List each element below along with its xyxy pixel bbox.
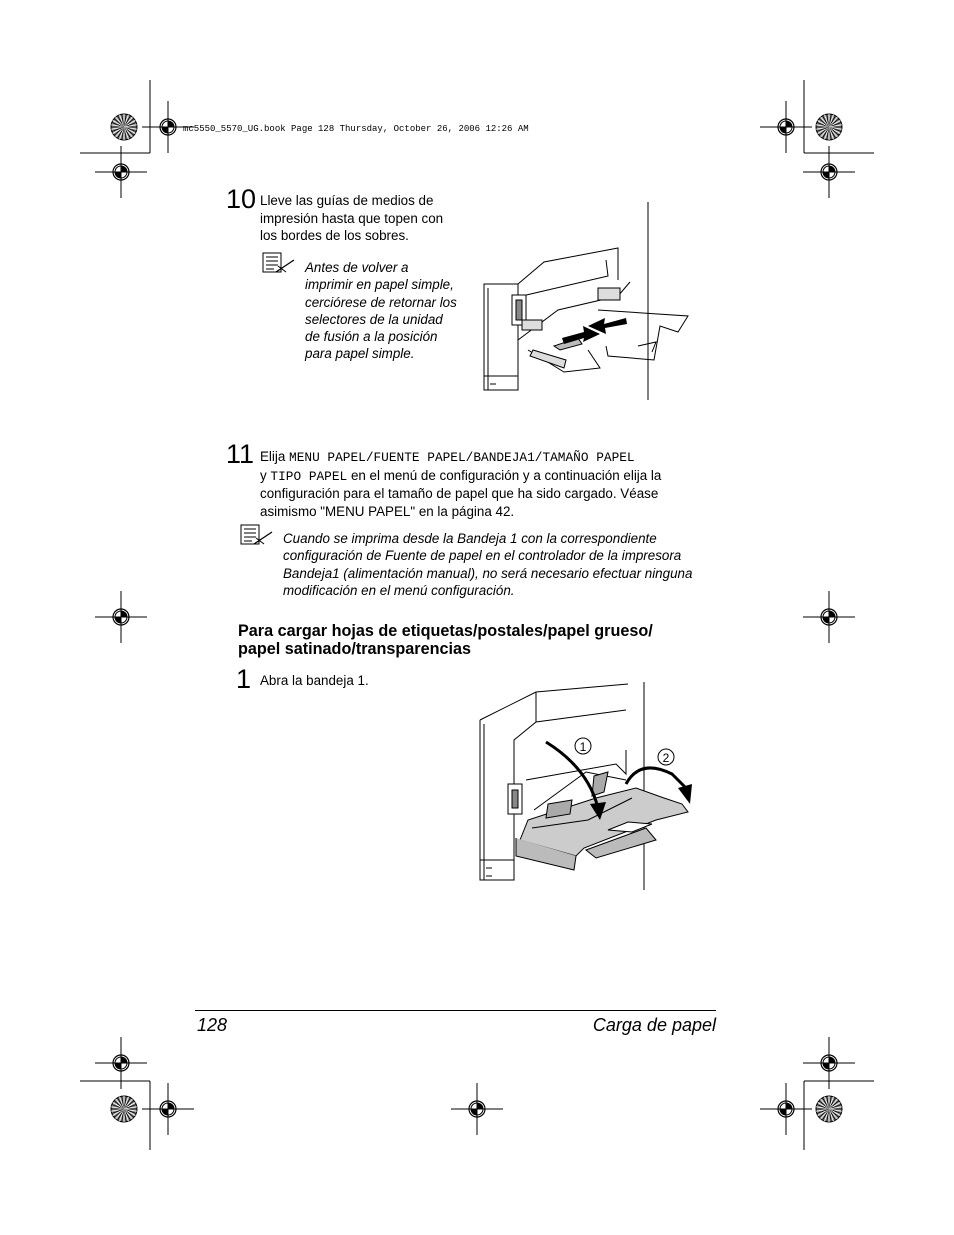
step10-line: impresión hasta que topen con xyxy=(260,210,444,226)
section-heading-line: papel satinado/transparencias xyxy=(238,640,472,658)
open-tray-illustration xyxy=(476,680,696,890)
step-number-10: 10 xyxy=(226,184,257,214)
note-line: cerciórese de retornar los xyxy=(305,294,457,310)
menu-path-code: MENU PAPEL/FUENTE PAPEL/BANDEJA1/TAMAÑO PAPEL xyxy=(289,450,635,465)
note-line: selectores de la unidad xyxy=(305,311,443,327)
note-icon xyxy=(240,524,274,546)
step-number-11: 11 xyxy=(226,439,255,469)
registration-starburst xyxy=(816,114,842,140)
section-heading-line: Para cargar hojas de etiquetas/postales/papel grueso/ xyxy=(238,622,653,640)
printer-envelope-illustration xyxy=(478,200,698,400)
step10-line: los bordes de los sobres. xyxy=(260,228,409,243)
step11-prefix: Elija xyxy=(260,449,290,464)
chapter-title: Carga de papel xyxy=(592,1015,716,1035)
step10-note xyxy=(305,259,457,363)
step11-text xyxy=(260,448,720,520)
step11-line-4: asimismo "MENU PAPEL" en la página 42. xyxy=(260,503,515,519)
step11-prefix: y xyxy=(260,467,271,483)
step11-suffix: en el menú de configuración y a continuación elija la xyxy=(347,467,662,483)
registration-target xyxy=(803,146,855,198)
step1-text: Abra la bandeja 1. xyxy=(260,673,369,688)
note-line: Antes de volver a xyxy=(305,260,409,275)
registration-starburst xyxy=(111,114,137,140)
step10-line: Lleve las guías de medios de xyxy=(260,193,434,208)
step-number-1: 1 xyxy=(236,664,252,694)
tipo-papel-code: TIPO PAPEL xyxy=(270,468,348,484)
note-line: Bandeja1 (alimentación manual), no será necesario efectuar ninguna xyxy=(283,565,693,581)
step11-line-2 xyxy=(260,467,720,486)
note-line: modificación en el menú configuración. xyxy=(283,582,515,598)
step10-text xyxy=(260,192,443,245)
callout-2: 2 xyxy=(662,751,670,765)
section-heading xyxy=(238,622,653,658)
callout-1: 1 xyxy=(579,740,587,754)
note-line: configuración de Fuente de papel en el controlador de la impresora xyxy=(283,548,682,564)
registration-target xyxy=(95,146,147,198)
registration-starburst xyxy=(111,1096,137,1122)
page-number: 128 xyxy=(197,1015,228,1035)
registration-starburst xyxy=(816,1096,842,1122)
registration-target xyxy=(95,591,147,643)
step11-line-1 xyxy=(260,448,720,467)
note-line: de fusión a la posición xyxy=(305,329,438,345)
registration-target xyxy=(803,591,855,643)
footer-rule xyxy=(195,1010,716,1011)
note-icon xyxy=(262,252,296,274)
note-line: Cuando se imprima desde la Bandeja 1 con la correspondiente xyxy=(283,531,657,546)
running-header: mc5550_5570_UG.book Page 128 Thursday, October 26, 2006 12:26 AM xyxy=(183,124,529,134)
note-line: para papel simple. xyxy=(305,346,415,362)
step11-note xyxy=(283,530,692,599)
note-line: imprimir en papel simple, xyxy=(305,277,454,293)
registration-target xyxy=(451,1083,503,1135)
step11-line-3: configuración para el tamaño de papel que ha sido cargado. Véase xyxy=(260,486,659,501)
